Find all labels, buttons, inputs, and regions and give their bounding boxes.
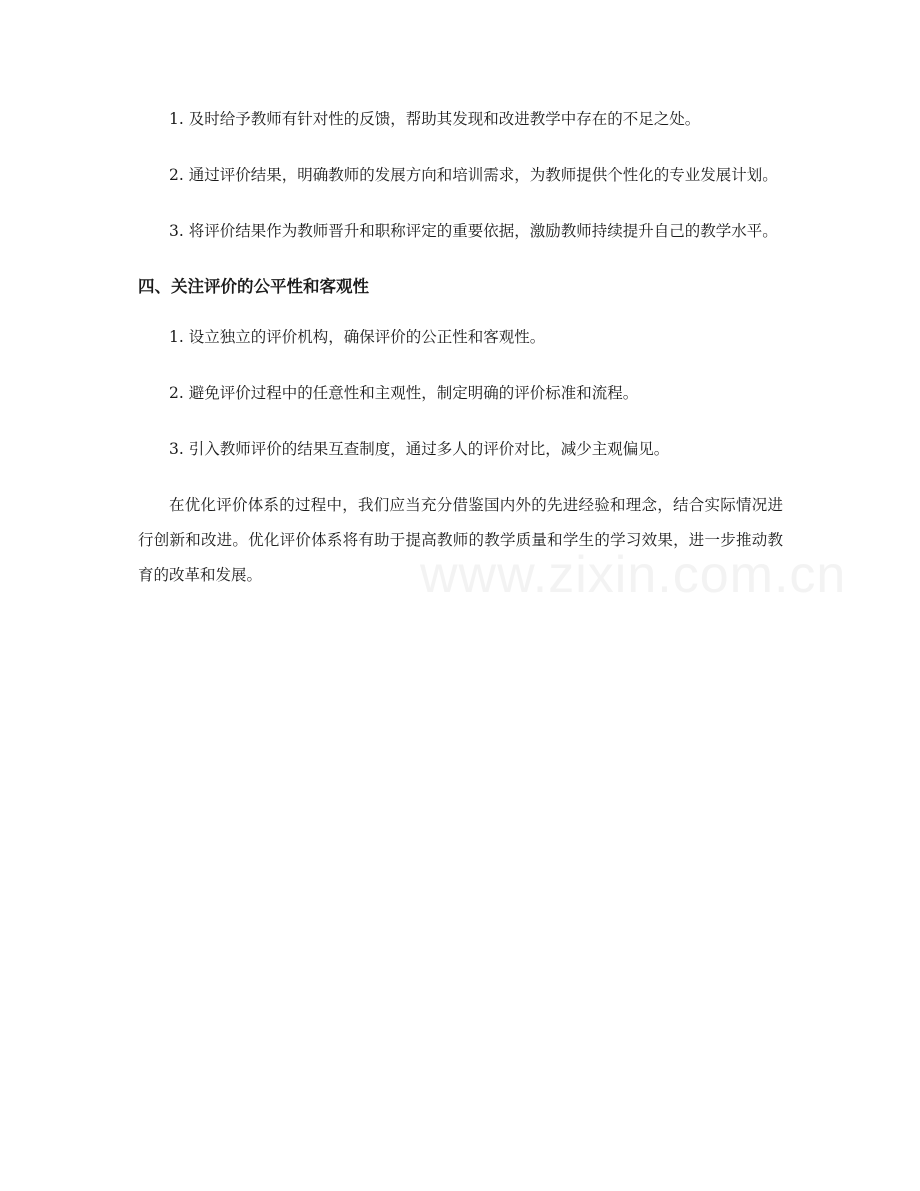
list-item: 1. 及时给予教师有针对性的反馈，帮助其发现和改进教学中存在的不足之处。 [169, 110, 701, 128]
conclusion-paragraph: 在优化评价体系的过程中，我们应当充分借鉴国内外的先进经验和理念，结合实际情况进行创新和改进。优化评价体系将有助于提高教师的教学质量和学生的学习效果，进一步推动教育的改革和发展。 [138, 496, 783, 584]
watermark: www.zixin.com.cn [420, 546, 847, 604]
list-item: 2. 避免评价过程中的任意性和主观性，制定明确的评价标准和流程。 [169, 384, 639, 402]
list-item: 3. 将评价结果作为教师晋升和职称评定的重要依据，激励教师持续提升自己的教学水平。 [169, 222, 778, 240]
section-heading: 四、关注评价的公平性和客观性 [138, 277, 369, 296]
list-item: 2. 通过评价结果，明确教师的发展方向和培训需求，为教师提供个性化的专业发展计划。 [169, 166, 778, 184]
list-item: 1. 设立独立的评价机构，确保评价的公正性和客观性。 [169, 328, 546, 346]
document-body [138, 102, 783, 614]
list-item: 3. 引入教师评价的结果互查制度，通过多人的评价对比，减少主观偏见。 [169, 440, 670, 458]
